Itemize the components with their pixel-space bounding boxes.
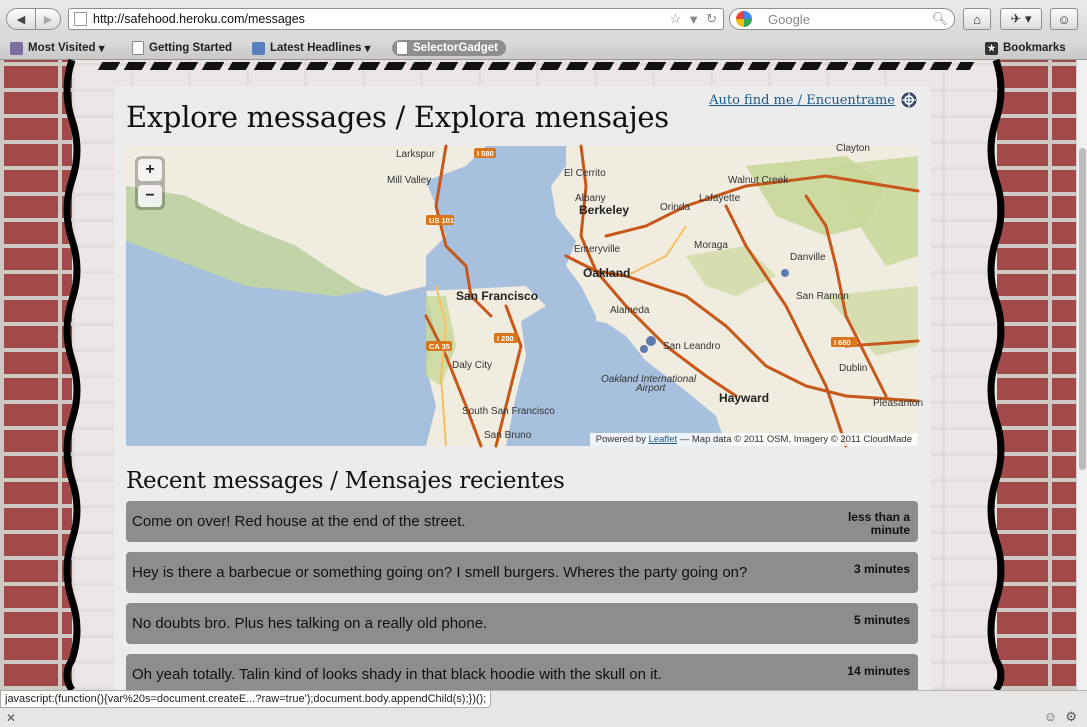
map-label-alameda: Alameda (610, 305, 650, 316)
leaflet-link[interactable]: Leaflet (648, 434, 678, 445)
folder-icon (10, 42, 23, 55)
shield-us101: US 101 (429, 216, 455, 225)
message-time: 14 minutes (847, 664, 910, 678)
addon-button[interactable] (1050, 8, 1078, 30)
zoom-in-button[interactable]: + (138, 159, 162, 181)
map-label-san-ramon: San Ramon (796, 291, 849, 302)
auto-find-link[interactable]: Auto find me / Encuentrame (709, 92, 895, 108)
bookmarks-star-icon: ★ (985, 42, 998, 55)
scroll-thumb[interactable] (1079, 148, 1086, 470)
page-icon (132, 41, 144, 55)
map-label-danville: Danville (790, 252, 826, 263)
message-text: Come on over! Red house at the end of the street. (132, 513, 466, 530)
map-label-pleasanton: Pleasanton (873, 398, 924, 409)
bookmark-getting-started[interactable] (132, 40, 232, 56)
page-icon (396, 41, 408, 55)
addon-status-icon[interactable]: ☺ (1043, 709, 1057, 724)
map-label-airport: Airport (636, 383, 666, 394)
status-link-text: javascript:(function(){var%20s=document.createE...?raw=true');document.body.appendChild(s);})(); (0, 690, 491, 708)
bookmark-most-visited[interactable]: Most Visited ▾ (10, 40, 105, 56)
auto-find-control[interactable] (709, 92, 917, 108)
forward-arrow-icon: ▶ (43, 13, 53, 26)
map[interactable] (126, 143, 924, 446)
shield-ca35: CA 35 (429, 342, 450, 351)
message-item[interactable] (126, 552, 918, 593)
page-title: Explore messages / Explora mensajes (126, 100, 669, 134)
wavy-border-left (58, 60, 84, 690)
map-label-orinda: Orinda (660, 202, 691, 213)
bookmark-label: Getting Started (149, 42, 233, 54)
zoom-control (135, 156, 165, 210)
map-label-oakland-airport: Oakland International (601, 374, 697, 385)
map-label-san-bruno: San Bruno (484, 430, 532, 441)
forward-button[interactable] (35, 8, 61, 30)
map-label-walnut-creek: Walnut Creek (728, 175, 789, 186)
message-text: Oh yeah totally. Talin kind of looks shady in that black hoodie with the skull on it. (132, 666, 662, 683)
map-label-san-leandro: San Leandro (663, 341, 721, 352)
page-favicon-icon (74, 12, 87, 26)
map-attribution (590, 433, 918, 446)
star-icon[interactable]: ☆ (669, 11, 682, 26)
extension-button[interactable] (1000, 8, 1042, 30)
message-time: less than a minute (847, 510, 910, 537)
gear-icon[interactable]: ⚙ (1065, 709, 1077, 724)
attribution-suffix: — Map data © 2011 OSM, Imagery © 2011 CloudMade (679, 434, 912, 445)
map-tiles[interactable] (126, 143, 924, 446)
map-label-albany: Albany (575, 193, 606, 204)
map-label-lafayette: Lafayette (699, 193, 741, 204)
map-label-larkspur: Larkspur (396, 149, 435, 160)
close-icon[interactable]: ✕ (6, 711, 17, 725)
message-time: 3 minutes (853, 562, 910, 576)
map-label-dublin: Dublin (839, 363, 868, 374)
map-label-san-francisco: San Francisco (456, 289, 539, 303)
map-label-emeryville: Emeryville (574, 244, 621, 255)
search-input[interactable]: Google (768, 11, 810, 27)
reload-icon[interactable]: ↻ (706, 11, 717, 26)
message-text: Hey is there a barbecue or something going on? I smell burgers. Wheres the party going on? (132, 564, 748, 581)
dashed-top-border (98, 62, 975, 70)
bookmark-latest-headlines[interactable]: Latest Headlines ▾ (252, 40, 370, 56)
map-label-hayward: Hayward (719, 391, 770, 405)
zoom-out-button[interactable]: − (138, 185, 162, 207)
bookmarks-menu-label: Bookmarks (1003, 42, 1066, 54)
map-label-oakland: Oakland (583, 266, 631, 280)
bookmark-label: Latest Headlines (270, 42, 362, 54)
address-bar[interactable] (68, 8, 724, 30)
ghost-icon: ☺ (1057, 11, 1071, 27)
map-label-clayton: Clayton (836, 143, 870, 154)
home-button[interactable] (963, 8, 991, 30)
message-item[interactable] (126, 654, 918, 695)
message-time: 5 minutes (853, 613, 910, 627)
shield-i280: I 280 (497, 334, 514, 343)
message-list (126, 501, 918, 705)
message-item[interactable] (126, 501, 918, 542)
browser-toolbar (0, 0, 1087, 39)
map-label-el-cerrito: El Cerrito (564, 168, 606, 179)
map-label-mill-valley: Mill Valley (387, 175, 432, 186)
content-panel (114, 86, 931, 690)
locate-icon[interactable] (901, 92, 917, 108)
magnifier-icon[interactable]: 🔍︎ (931, 11, 948, 26)
map-label-berkeley: Berkeley (579, 203, 630, 217)
status-bar (0, 690, 1087, 727)
message-item[interactable] (126, 603, 918, 644)
bookmark-label: SelectorGadget (413, 42, 498, 54)
puzzle-icon: ✈ ▾ (1010, 11, 1032, 26)
home-icon: ⌂ (973, 11, 981, 27)
wavy-border-right (984, 60, 1010, 690)
back-button[interactable] (6, 8, 36, 30)
page-viewport (0, 60, 1076, 690)
back-arrow-icon: ◀ (16, 13, 26, 26)
bookmark-label: Most Visited (28, 42, 96, 54)
bookmarks-bar (0, 38, 1087, 60)
map-label-south-sf: South San Francisco (462, 406, 555, 417)
url-text[interactable]: http://safehood.heroku.com/messages (93, 12, 305, 26)
page-scrollbar[interactable] (1076, 60, 1087, 690)
dropdown-arrow-icon[interactable]: ▼ (687, 11, 701, 27)
attribution-prefix: Powered by (595, 434, 646, 445)
map-label-daly-city: Daly City (452, 360, 493, 371)
shield-i580: I 580 (477, 149, 494, 158)
rss-icon (252, 42, 265, 55)
recent-messages-heading: Recent messages / Mensajes recientes (126, 468, 565, 494)
bookmark-selector-gadget[interactable] (392, 40, 506, 56)
bookmarks-menu[interactable] (985, 40, 1066, 56)
shield-i680: I 680 (834, 338, 851, 347)
message-text: No doubts bro. Plus hes talking on a really old phone. (132, 615, 488, 632)
search-box[interactable] (729, 8, 955, 30)
map-label-moraga: Moraga (694, 240, 728, 251)
google-logo-icon[interactable] (736, 11, 752, 27)
